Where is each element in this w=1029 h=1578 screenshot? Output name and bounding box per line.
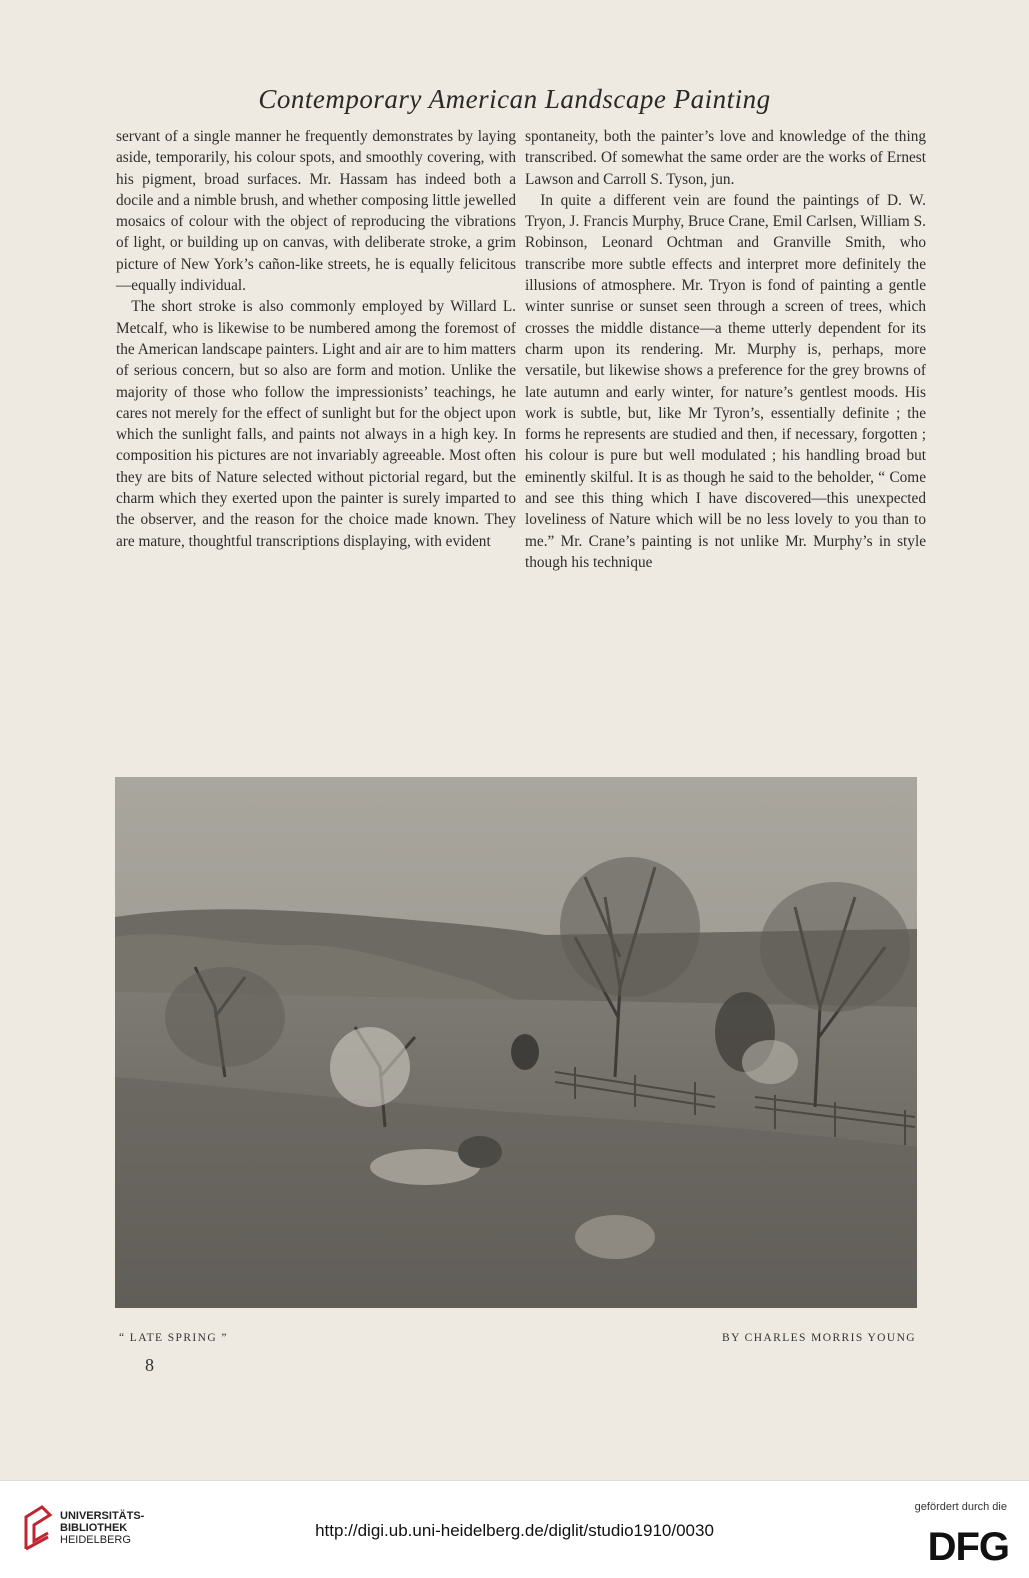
- right-column: [525, 126, 926, 573]
- library-name-line-1: UNIVERSITÄTS-: [60, 1510, 145, 1522]
- funder-label: gefördert durch die: [914, 1501, 1007, 1513]
- left-paragraph-2: The short stroke is also commonly employed by Willard L. Metcalf, who is likewise to be numbered among the foremost of the American landscape painters. Light and air are to him matters of serious concern, but so also are form and motion. Unlike the majority of those who follow the impressionists’ teachings, he cares not merely for the effect of sunlight but for the object upon which the sunlight falls, and paints not always in a high key. In composition his pictures are not invariably agreeable. Most often they are bits of Nature selected without pictorial regard, but the charm which they exerted upon the painter is surely imparted to the observer, and the reason for the choice made known. They are mature, thoughtful transcriptions displaying, with evident: [116, 298, 516, 550]
- plate-caption-credit: BY CHARLES MORRIS YOUNG: [722, 1332, 916, 1344]
- source-url-link[interactable]: http://digi.ub.uni-heidelberg.de/diglit/studio1910/0030: [315, 1521, 714, 1540]
- landscape-painting-plate: [115, 777, 917, 1308]
- dfg-logo: DFG: [927, 1525, 1009, 1569]
- left-column: [116, 126, 516, 552]
- left-paragraph-1: servant of a single manner he frequently demonstrates by laying aside, temporarily, his colour spots, and smoothly covering, with his pigment, broad surfaces. Mr. Hassam has indeed both a docile and a nimble brush, and whether composing little jewelled mosaics of colour with the object of reproducing the vibrations of light, or building up on canvas, with deliberate stroke, a grim picture of New York’s cañon-like streets, he is equally felicitous—equally individual.: [116, 128, 516, 295]
- right-paragraph-2: In quite a different vein are found the paintings of D. W. Tryon, J. Francis Murphy, Bruce Crane, Emil Carlsen, William S. Robinson, Leonard Ochtman and Granville Smith, who transcribe more subtle effects and interpret more definitely the illusions of atmosphere. Mr. Tryon is fond of painting a gentle winter sunrise or sunset seen through a screen of trees, which crosses the middle distance—a theme utterly dependent for its charm upon its rendering. Mr. Murphy is, perhaps, more versatile, but likewise shows a preference for the grey browns of late autumn and early winter, for nature’s gentlest moods. His work is subtle, but, like Mr Tyron’s, essentially definite ; the forms he represents are studied and then, if necessary, forgotten ; his colour is pure but well modulated ; his handling broad but eminently skilful. It is as though he said to the beholder, “ Come and see this thing which I have discovered—this unexpected loveliness of Nature which will be no less lovely to you than to me.” Mr. Crane’s painting is not unlike Mr. Murphy’s in style though his technique: [525, 191, 926, 571]
- plate-caption-title: “ LATE SPRING ”: [119, 1332, 228, 1344]
- page-number: 8: [145, 1355, 154, 1375]
- right-paragraph-1: spontaneity, both the painter’s love and knowledge of the thing transcribed. Of somewhat the same order are the works of Ernest Lawson and Carroll S. Tyson, jun.: [525, 128, 926, 188]
- library-name-line-2: BIBLIOTHEK: [60, 1522, 128, 1534]
- library-name-line-3: HEIDELBERG: [60, 1534, 131, 1546]
- landscape-painting-image: [115, 777, 917, 1308]
- running-title: Contemporary American Landscape Painting: [258, 84, 771, 114]
- digitization-footer: [0, 1480, 1029, 1578]
